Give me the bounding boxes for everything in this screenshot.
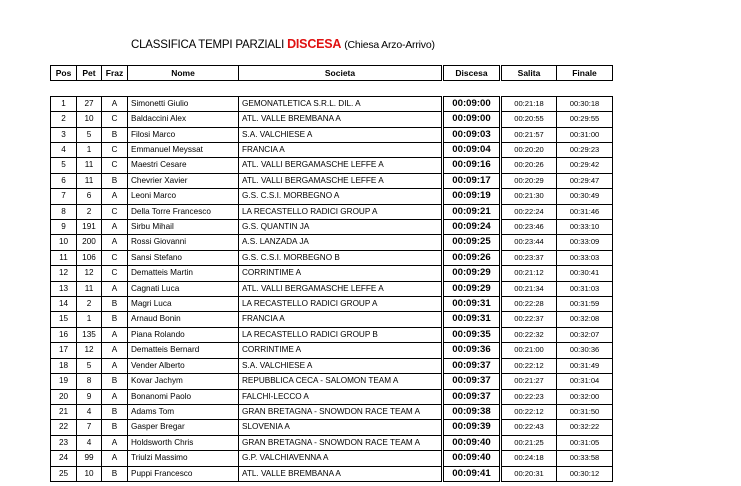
cell-fraz: A	[102, 451, 128, 466]
cell-finale: 00:33:10	[557, 220, 613, 235]
cell-fraz: C	[102, 143, 128, 158]
cell-pet: 7	[77, 420, 102, 435]
cell-pos: 10	[51, 235, 77, 250]
cell-finale: 00:31:59	[557, 297, 613, 312]
cell-pet: 11	[77, 281, 102, 296]
cell-pet: 5	[77, 127, 102, 142]
cell-societa: LA RECASTELLO RADICI GROUP A	[239, 204, 443, 219]
cell-pet: 12	[77, 266, 102, 281]
col-header-societa: Societa	[239, 66, 443, 81]
cell-pet: 27	[77, 96, 102, 111]
cell-finale: 00:32:07	[557, 327, 613, 342]
cell-pos: 18	[51, 358, 77, 373]
cell-nome: Simonetti Giulio	[128, 96, 239, 111]
cell-societa: FALCHI-LECCO A	[239, 389, 443, 404]
table-row	[51, 204, 613, 219]
cell-pet: 11	[77, 158, 102, 173]
table-row	[51, 451, 613, 466]
table-row	[51, 127, 613, 142]
cell-discesa: 00:09:29	[443, 281, 501, 296]
cell-discesa: 00:09:40	[443, 451, 501, 466]
cell-salita: 00:21:27	[501, 374, 557, 389]
table-row	[51, 173, 613, 188]
cell-pet: 135	[77, 327, 102, 342]
cell-discesa: 00:09:00	[443, 96, 501, 111]
cell-pos: 9	[51, 220, 77, 235]
cell-pos: 2	[51, 112, 77, 127]
cell-fraz: A	[102, 235, 128, 250]
cell-nome: Gasper Bregar	[128, 420, 239, 435]
table-row	[51, 404, 613, 419]
cell-nome: Maestri Cesare	[128, 158, 239, 173]
cell-societa: G.S. C.S.I. MORBEGNO B	[239, 250, 443, 265]
cell-salita: 00:22:28	[501, 297, 557, 312]
cell-nome: Arnaud Bonin	[128, 312, 239, 327]
cell-pet: 11	[77, 173, 102, 188]
cell-salita: 00:21:57	[501, 127, 557, 142]
cell-pos: 22	[51, 420, 77, 435]
cell-finale: 00:31:50	[557, 404, 613, 419]
cell-finale: 00:30:18	[557, 96, 613, 111]
cell-pet: 4	[77, 404, 102, 419]
cell-finale: 00:33:03	[557, 250, 613, 265]
cell-societa: ATL. VALLI BERGAMASCHE LEFFE A	[239, 281, 443, 296]
cell-salita: 00:20:29	[501, 173, 557, 188]
cell-pet: 6	[77, 189, 102, 204]
cell-fraz: A	[102, 189, 128, 204]
cell-discesa: 00:09:31	[443, 297, 501, 312]
cell-fraz: A	[102, 96, 128, 111]
table-row	[51, 389, 613, 404]
cell-societa: G.S. C.S.I. MORBEGNO A	[239, 189, 443, 204]
cell-pet: 191	[77, 220, 102, 235]
cell-societa: ATL. VALLI BERGAMASCHE LEFFE A	[239, 173, 443, 188]
table-row	[51, 420, 613, 435]
cell-societa: FRANCIA A	[239, 143, 443, 158]
cell-salita: 00:22:24	[501, 204, 557, 219]
cell-salita: 00:22:37	[501, 312, 557, 327]
cell-discesa: 00:09:37	[443, 374, 501, 389]
cell-fraz: B	[102, 420, 128, 435]
cell-discesa: 00:09:25	[443, 235, 501, 250]
cell-pet: 2	[77, 204, 102, 219]
cell-salita: 00:21:18	[501, 96, 557, 111]
cell-fraz: A	[102, 435, 128, 450]
cell-discesa: 00:09:24	[443, 220, 501, 235]
cell-nome: Sirbu Mihail	[128, 220, 239, 235]
table-row	[51, 250, 613, 265]
cell-societa: GRAN BRETAGNA - SNOWDON RACE TEAM A	[239, 404, 443, 419]
cell-salita: 00:22:23	[501, 389, 557, 404]
cell-salita: 00:21:12	[501, 266, 557, 281]
cell-salita: 00:21:00	[501, 343, 557, 358]
cell-discesa: 00:09:41	[443, 466, 501, 481]
table-row	[51, 143, 613, 158]
cell-fraz: A	[102, 220, 128, 235]
col-header-nome: Nome	[128, 66, 239, 81]
cell-pet: 1	[77, 312, 102, 327]
cell-finale: 00:31:46	[557, 204, 613, 219]
cell-pos: 6	[51, 173, 77, 188]
cell-fraz: B	[102, 404, 128, 419]
cell-pos: 12	[51, 266, 77, 281]
cell-discesa: 00:09:36	[443, 343, 501, 358]
cell-finale: 00:31:00	[557, 127, 613, 142]
cell-nome: Cagnati Luca	[128, 281, 239, 296]
cell-nome: Baldaccini Alex	[128, 112, 239, 127]
cell-societa: GEMONATLETICA S.R.L. DIL. A	[239, 96, 443, 111]
cell-discesa: 00:09:37	[443, 389, 501, 404]
cell-salita: 00:20:20	[501, 143, 557, 158]
cell-discesa: 00:09:39	[443, 420, 501, 435]
cell-societa: LA RECASTELLO RADICI GROUP A	[239, 297, 443, 312]
cell-finale: 00:29:47	[557, 173, 613, 188]
table-row	[51, 281, 613, 296]
cell-finale: 00:29:23	[557, 143, 613, 158]
cell-fraz: A	[102, 327, 128, 342]
cell-finale: 00:31:04	[557, 374, 613, 389]
cell-pos: 24	[51, 451, 77, 466]
cell-societa: ATL. VALLI BERGAMASCHE LEFFE A	[239, 158, 443, 173]
cell-discesa: 00:09:16	[443, 158, 501, 173]
cell-pet: 10	[77, 112, 102, 127]
cell-salita: 00:21:30	[501, 189, 557, 204]
cell-nome: Triulzi Massimo	[128, 451, 239, 466]
cell-fraz: B	[102, 312, 128, 327]
title-prefix: CLASSIFICA TEMPI PARZIALI	[131, 39, 285, 51]
cell-nome: Dematteis Bernard	[128, 343, 239, 358]
cell-pos: 21	[51, 404, 77, 419]
table-row	[51, 312, 613, 327]
cell-salita: 00:22:12	[501, 404, 557, 419]
cell-finale: 00:29:55	[557, 112, 613, 127]
header-row	[51, 66, 613, 81]
table-row	[51, 220, 613, 235]
cell-pet: 4	[77, 435, 102, 450]
cell-finale: 00:33:09	[557, 235, 613, 250]
cell-pos: 16	[51, 327, 77, 342]
cell-discesa: 00:09:40	[443, 435, 501, 450]
table-row	[51, 96, 613, 111]
cell-fraz: C	[102, 266, 128, 281]
cell-pos: 5	[51, 158, 77, 173]
cell-salita: 00:24:18	[501, 451, 557, 466]
cell-discesa: 00:09:38	[443, 404, 501, 419]
col-header-pos: Pos	[51, 66, 77, 81]
cell-fraz: C	[102, 112, 128, 127]
cell-finale: 00:29:42	[557, 158, 613, 173]
cell-fraz: A	[102, 281, 128, 296]
cell-nome: Adams Tom	[128, 404, 239, 419]
cell-nome: Della Torre Francesco	[128, 204, 239, 219]
cell-salita: 00:22:32	[501, 327, 557, 342]
table-row	[51, 358, 613, 373]
table-row	[51, 327, 613, 342]
cell-finale: 00:32:08	[557, 312, 613, 327]
cell-pos: 20	[51, 389, 77, 404]
cell-discesa: 00:09:37	[443, 358, 501, 373]
cell-finale: 00:31:49	[557, 358, 613, 373]
cell-pos: 15	[51, 312, 77, 327]
cell-finale: 00:30:41	[557, 266, 613, 281]
table-row	[51, 112, 613, 127]
cell-pos: 3	[51, 127, 77, 142]
cell-fraz: B	[102, 297, 128, 312]
cell-fraz: A	[102, 358, 128, 373]
cell-pet: 12	[77, 343, 102, 358]
cell-nome: Piana Rolando	[128, 327, 239, 342]
cell-pos: 14	[51, 297, 77, 312]
table-row	[51, 374, 613, 389]
title-highlight: DISCESA	[287, 37, 342, 51]
cell-societa: A.S. LANZADA JA	[239, 235, 443, 250]
cell-pos: 1	[51, 96, 77, 111]
cell-nome: Rossi Giovanni	[128, 235, 239, 250]
cell-discesa: 00:09:31	[443, 312, 501, 327]
cell-nome: Magri Luca	[128, 297, 239, 312]
cell-finale: 00:30:36	[557, 343, 613, 358]
cell-fraz: C	[102, 204, 128, 219]
cell-societa: FRANCIA A	[239, 312, 443, 327]
cell-pos: 7	[51, 189, 77, 204]
cell-discesa: 00:09:21	[443, 204, 501, 219]
cell-nome: Sansi Stefano	[128, 250, 239, 265]
table-row	[51, 435, 613, 450]
cell-salita: 00:22:43	[501, 420, 557, 435]
cell-pet: 1	[77, 143, 102, 158]
table-row	[51, 466, 613, 481]
cell-salita: 00:23:46	[501, 220, 557, 235]
cell-salita: 00:20:55	[501, 112, 557, 127]
cell-societa: SLOVENIA A	[239, 420, 443, 435]
cell-discesa: 00:09:35	[443, 327, 501, 342]
cell-societa: CORRINTIME A	[239, 343, 443, 358]
spacer-row	[51, 81, 613, 96]
cell-salita: 00:20:31	[501, 466, 557, 481]
cell-nome: Leoni Marco	[128, 189, 239, 204]
cell-pet: 8	[77, 374, 102, 389]
cell-salita: 00:21:25	[501, 435, 557, 450]
cell-discesa: 00:09:19	[443, 189, 501, 204]
cell-discesa: 00:09:00	[443, 112, 501, 127]
cell-pos: 17	[51, 343, 77, 358]
cell-pos: 19	[51, 374, 77, 389]
cell-finale: 00:33:58	[557, 451, 613, 466]
cell-societa: REPUBBLICA CECA - SALOMON TEAM A	[239, 374, 443, 389]
cell-salita: 00:20:26	[501, 158, 557, 173]
cell-fraz: B	[102, 127, 128, 142]
cell-nome: Bonanomi Paolo	[128, 389, 239, 404]
cell-finale: 00:31:03	[557, 281, 613, 296]
cell-discesa: 00:09:17	[443, 173, 501, 188]
cell-fraz: B	[102, 374, 128, 389]
cell-nome: Filosi Marco	[128, 127, 239, 142]
table-row	[51, 235, 613, 250]
cell-pet: 9	[77, 389, 102, 404]
cell-salita: 00:23:37	[501, 250, 557, 265]
cell-pet: 10	[77, 466, 102, 481]
cell-salita: 00:22:12	[501, 358, 557, 373]
cell-nome: Vender Alberto	[128, 358, 239, 373]
cell-finale: 00:30:49	[557, 189, 613, 204]
cell-finale: 00:32:22	[557, 420, 613, 435]
cell-fraz: B	[102, 173, 128, 188]
cell-nome: Emmanuel Meyssat	[128, 143, 239, 158]
cell-societa: S.A. VALCHIESE A	[239, 127, 443, 142]
cell-pet: 200	[77, 235, 102, 250]
cell-societa: ATL. VALLE BREMBANA A	[239, 112, 443, 127]
cell-fraz: B	[102, 466, 128, 481]
col-header-discesa: Discesa	[443, 66, 501, 81]
cell-societa: S.A. VALCHIESE A	[239, 358, 443, 373]
results-table	[50, 65, 613, 482]
table-row	[51, 158, 613, 173]
cell-pet: 2	[77, 297, 102, 312]
cell-fraz: C	[102, 158, 128, 173]
cell-nome: Kovar Jachym	[128, 374, 239, 389]
document-title	[131, 37, 435, 51]
cell-pos: 11	[51, 250, 77, 265]
cell-pos: 25	[51, 466, 77, 481]
cell-societa: ATL. VALLE BREMBANA A	[239, 466, 443, 481]
title-suffix: (Chiesa Arzo-Arrivo)	[344, 39, 435, 51]
cell-societa: G.S. QUANTIN JA	[239, 220, 443, 235]
cell-finale: 00:31:05	[557, 435, 613, 450]
cell-societa: CORRINTIME A	[239, 266, 443, 281]
cell-fraz: C	[102, 250, 128, 265]
cell-pos: 4	[51, 143, 77, 158]
table-row	[51, 189, 613, 204]
cell-pet: 5	[77, 358, 102, 373]
cell-discesa: 00:09:26	[443, 250, 501, 265]
col-header-salita: Salita	[501, 66, 557, 81]
cell-societa: LA RECASTELLO RADICI GROUP B	[239, 327, 443, 342]
cell-nome: Dematteis Martin	[128, 266, 239, 281]
cell-societa: GRAN BRETAGNA - SNOWDON RACE TEAM A	[239, 435, 443, 450]
cell-finale: 00:32:00	[557, 389, 613, 404]
cell-nome: Puppi Francesco	[128, 466, 239, 481]
cell-pet: 99	[77, 451, 102, 466]
table-row	[51, 343, 613, 358]
cell-fraz: A	[102, 343, 128, 358]
table-row	[51, 297, 613, 312]
cell-discesa: 00:09:04	[443, 143, 501, 158]
cell-discesa: 00:09:03	[443, 127, 501, 142]
cell-nome: Chevrier Xavier	[128, 173, 239, 188]
cell-pos: 13	[51, 281, 77, 296]
cell-salita: 00:21:34	[501, 281, 557, 296]
results-body	[51, 81, 613, 482]
table-row	[51, 266, 613, 281]
cell-societa: G.P. VALCHIAVENNA A	[239, 451, 443, 466]
cell-pos: 23	[51, 435, 77, 450]
cell-discesa: 00:09:29	[443, 266, 501, 281]
col-header-fraz: Fraz	[102, 66, 128, 81]
col-header-pet: Pet	[77, 66, 102, 81]
cell-pet: 106	[77, 250, 102, 265]
col-header-finale: Finale	[557, 66, 613, 81]
cell-fraz: A	[102, 389, 128, 404]
cell-finale: 00:30:12	[557, 466, 613, 481]
cell-salita: 00:23:44	[501, 235, 557, 250]
cell-pos: 8	[51, 204, 77, 219]
cell-nome: Holdsworth Chris	[128, 435, 239, 450]
